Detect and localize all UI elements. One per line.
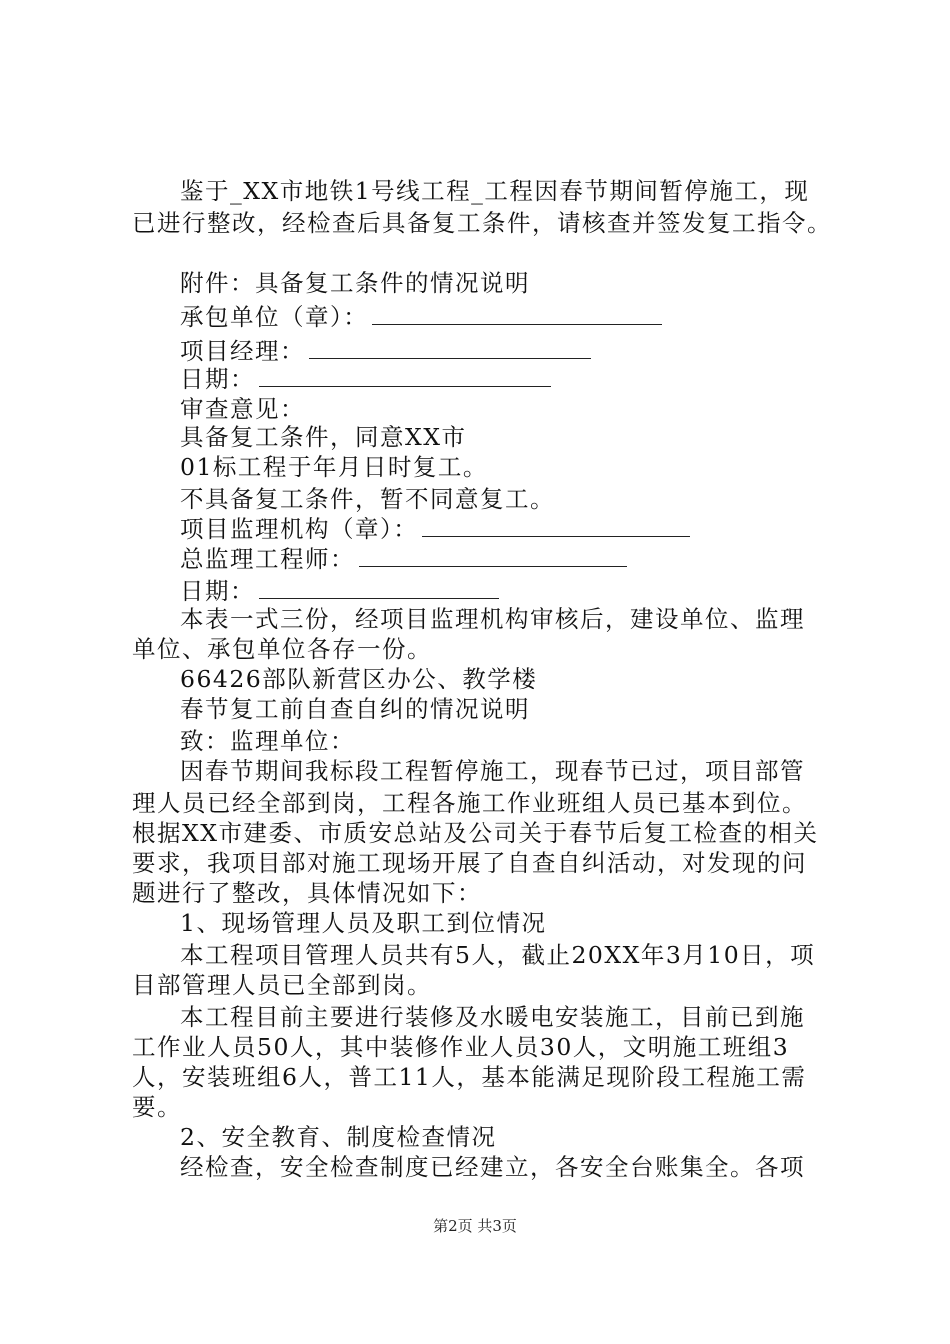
contractor-seal-field: [180, 302, 662, 332]
project-manager-field: [180, 336, 591, 366]
signature-blank: [422, 515, 690, 537]
text-line: 本表一式三份，经项目监理机构审核后，建设单位、监理: [180, 605, 805, 633]
supervision-seal-field: [180, 514, 690, 544]
signature-blank: [359, 545, 627, 567]
signature-blank: [309, 337, 591, 359]
field-label: 日期：: [180, 365, 255, 393]
text-line: 工作业人员50人，其中装修作业人员30人，文明施工班组3: [132, 1033, 790, 1061]
section-title: 春节复工前自查自纠的情况说明: [180, 695, 530, 723]
text-line: 理人员已经全部到岗，工程各施工作业班组人员已基本到位。: [132, 789, 807, 817]
text-line: 鉴于_XX市地铁1号线工程_工程因春节期间暂停施工，现: [180, 177, 810, 205]
text-line: 不具备复工条件，暂不同意复工。: [180, 485, 555, 513]
field-label: 承包单位（章）：: [180, 303, 369, 331]
addressee: 致：监理单位：: [180, 727, 355, 755]
text-line: 要。: [132, 1093, 182, 1121]
field-label: 总监理工程师：: [180, 545, 355, 573]
text-line: 目部管理人员已全部到岗。: [132, 971, 432, 999]
text-line: 经检查，安全检查制度已经建立，各安全台账集全。各项: [180, 1153, 805, 1181]
text-line: 人，安装班组6人，普工11人，基本能满足现阶段工程施工需: [132, 1063, 807, 1091]
text-line: 要求，我项目部对施工现场开展了自查自纠活动，对发现的问: [132, 849, 807, 877]
field-label: 日期：: [180, 577, 255, 605]
text-line: 单位、承包单位各存一份。: [132, 635, 432, 663]
text-line: 已进行整改，经检查后具备复工条件，请核查并签发复工指令。: [132, 209, 832, 237]
page-number: 第2页 共3页: [433, 1217, 517, 1235]
review-opinion-label: 审查意见：: [180, 395, 305, 423]
project-name: 66426部队新营区办公、教学楼: [180, 665, 538, 693]
text-line: 题进行了整改，具体情况如下：: [132, 879, 482, 907]
text-line: 01标工程于年月日时复工。: [180, 453, 488, 481]
section-heading: 2、安全教育、制度检查情况: [180, 1123, 497, 1151]
field-label: 项目经理：: [180, 337, 305, 365]
text-line: 因春节期间我标段工程暂停施工，现春节已过，项目部管: [180, 757, 805, 785]
date-field: [180, 364, 551, 394]
text-line: 根据XX市建委、市质安总站及公司关于春节后复工检查的相关: [132, 819, 819, 847]
field-label: 项目监理机构（章）：: [180, 515, 419, 543]
text-line: 本工程目前主要进行装修及水暖电安装施工，目前已到施: [180, 1003, 805, 1031]
chief-engineer-field: [180, 544, 627, 574]
text-line: 具备复工条件，同意XX市: [180, 423, 467, 451]
signature-blank: [372, 303, 662, 325]
section-heading: 1、现场管理人员及职工到位情况: [180, 909, 547, 937]
signature-blank: [259, 365, 551, 387]
signature-blank: [259, 577, 499, 599]
text-line: 本工程项目管理人员共有5人，截止20XX年3月10日，项: [180, 941, 816, 969]
attachment-line: 附件：具备复工条件的情况说明: [180, 269, 530, 297]
date-field: [180, 576, 499, 606]
